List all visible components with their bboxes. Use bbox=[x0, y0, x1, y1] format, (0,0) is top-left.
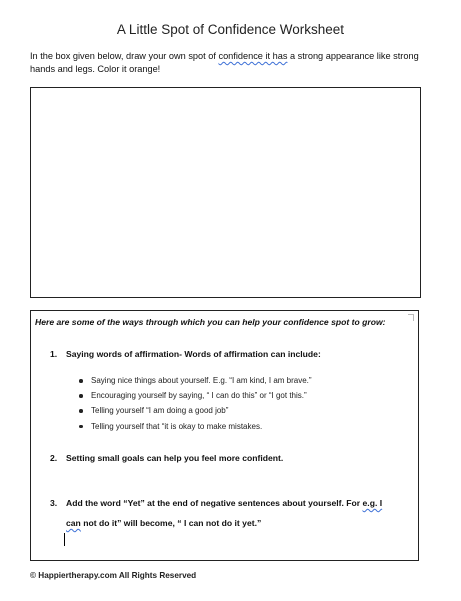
tip-item-3 bbox=[50, 493, 415, 533]
list-item: Saying nice things about yourself. E.g. “I am kind, I am brave.” bbox=[77, 373, 312, 388]
tip-text-line-1 bbox=[50, 493, 415, 513]
spellcheck-underlined-text[interactable]: e.g. I bbox=[362, 498, 383, 508]
list-item: Telling yourself “I am doing a good job” bbox=[77, 403, 312, 418]
spellcheck-underlined-text[interactable]: can bbox=[66, 518, 81, 528]
list-item: Encouraging yourself by saying, “ I can do this” or “I got this.” bbox=[77, 388, 312, 403]
tips-heading: Here are some of the ways through which you can help your confidence spot to grow: bbox=[35, 317, 386, 327]
tip-text: Saying words of affirmation- Words of affirmation can include: bbox=[66, 349, 321, 359]
tip-item-2 bbox=[50, 453, 283, 463]
instructions-text-end: a strong appearance like strong hands and legs. Color it orange! bbox=[30, 51, 419, 74]
spellcheck-underlined-text[interactable]: confidence it has bbox=[218, 51, 288, 61]
tip-number: 2. bbox=[50, 453, 58, 463]
tip-text: not do it” will become, “ I can not do it yet.” bbox=[80, 518, 262, 528]
tip-number: 1. bbox=[50, 349, 58, 359]
copyright-footer: © Happiertherapy.com All Rights Reserved bbox=[30, 571, 197, 580]
tip-number: 3. bbox=[50, 498, 58, 508]
text-cursor bbox=[64, 533, 65, 546]
text-box-corner-marker bbox=[408, 314, 414, 321]
instructions-paragraph bbox=[30, 50, 430, 76]
drawing-box[interactable] bbox=[30, 87, 421, 298]
tip-text: Add the word “Yet” at the end of negative sentences about yourself. For bbox=[66, 498, 363, 508]
instructions-text-start: In the box given below, draw your own spot of bbox=[30, 51, 219, 61]
list-item: Telling yourself that “it is okay to make mistakes. bbox=[77, 419, 312, 434]
tips-box[interactable] bbox=[30, 310, 419, 561]
affirmation-list bbox=[77, 373, 312, 434]
tip-text-line-2 bbox=[50, 513, 415, 533]
page-title: A Little Spot of Confidence Worksheet bbox=[116, 22, 345, 37]
tip-item-1 bbox=[50, 349, 321, 359]
tip-text: Setting small goals can help you feel more confident. bbox=[66, 453, 284, 463]
